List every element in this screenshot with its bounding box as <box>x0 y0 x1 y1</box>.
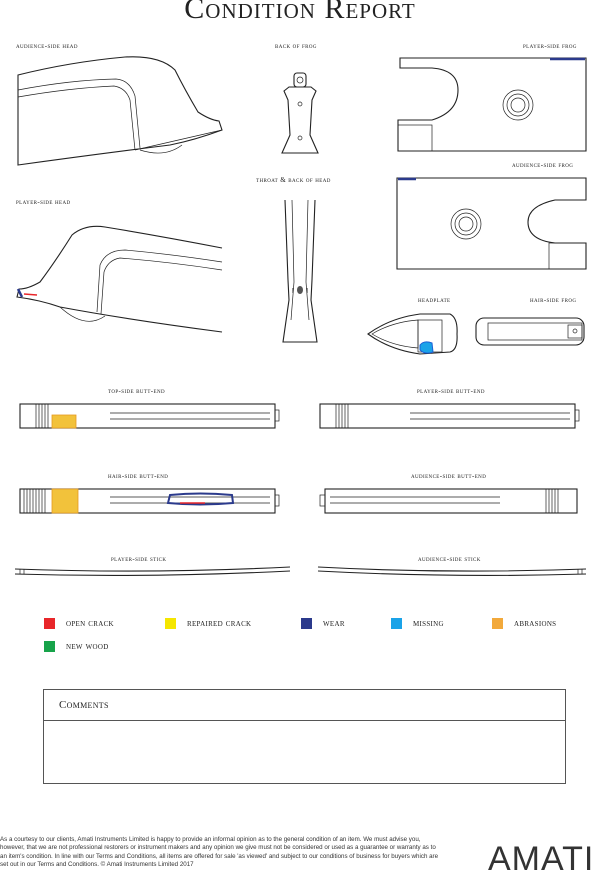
disclaimer-text: As a courtesy to our clients, Amati Instruments Limited is happy to provide an informal opinion as to the general condition of an item. We must advise you, however, that we are not professional restorers or instrument makers and any opinion we give must not be considered or used as a guarantee or warranty as to an item's condition. In line with our Terms and Conditions, all items are offered for sale 'as viewed' and subject to our conditions of business for buyers which are set out in our Terms and Conditions. © Amati Instruments Limited 2017 <box>0 836 439 869</box>
legend-new-wood <box>44 641 109 652</box>
label-player-side-butt-end: player-side butt-end <box>417 387 485 395</box>
audience-side-head-drawing <box>18 57 222 165</box>
label-top-side-butt-end: top-side butt-end <box>108 387 166 395</box>
top-side-butt-end-drawing <box>20 404 279 428</box>
label-audience-side-head: audience-side head <box>16 42 78 50</box>
back-of-frog-drawing <box>282 73 318 153</box>
swatch-wear <box>301 618 312 629</box>
legend-label: wear <box>323 618 345 629</box>
label-player-side-head: player-side head <box>16 198 71 206</box>
label-audience-side-butt-end: audience-side butt-end <box>411 472 487 480</box>
hair-side-frog-drawing <box>476 318 584 345</box>
swatch-new-wood <box>44 641 55 652</box>
legend-label: new wood <box>66 641 109 652</box>
audience-side-stick-drawing <box>318 567 586 575</box>
audience-side-frog-drawing <box>397 178 586 269</box>
page-title: Condition Report <box>184 0 416 25</box>
label-audience-side-frog: audience-side frog <box>512 161 574 169</box>
swatch-missing <box>391 618 402 629</box>
label-headplate: headplate <box>418 296 451 304</box>
label-throat-back-of-head: throat & back of head <box>256 176 331 184</box>
player-side-frog-drawing <box>398 58 586 151</box>
legend-label: open crack <box>66 618 114 629</box>
legend-abrasions <box>492 618 556 629</box>
player-side-head-drawing <box>17 226 222 332</box>
comments-field[interactable] <box>44 721 565 783</box>
player-side-butt-end-drawing <box>320 404 579 428</box>
swatch-repaired-crack <box>165 618 176 629</box>
legend-wear <box>301 618 345 629</box>
throat-back-of-head-drawing <box>283 200 317 342</box>
legend-label: abrasions <box>514 618 557 629</box>
player-side-stick-drawing <box>15 567 290 575</box>
hair-side-butt-end-drawing <box>20 489 279 513</box>
comments-heading: Comments <box>44 690 565 721</box>
audience-side-butt-end-drawing <box>320 489 577 513</box>
label-player-side-frog: player-side frog <box>523 42 577 50</box>
swatch-abrasions <box>492 618 503 629</box>
legend-missing <box>391 618 444 629</box>
label-audience-side-stick: audience-side stick <box>418 555 481 563</box>
legend-open-crack <box>44 618 114 629</box>
label-player-side-stick: player-side stick <box>111 555 167 563</box>
swatch-open-crack <box>44 618 55 629</box>
legend-label: missing <box>413 618 444 629</box>
headplate-drawing <box>368 314 457 354</box>
legend-label: repaired crack <box>187 618 252 629</box>
brand-logo: AMATI <box>488 840 595 878</box>
legend-repaired-crack <box>165 618 251 629</box>
label-hair-side-butt-end: hair-side butt-end <box>108 472 169 480</box>
comments-box <box>43 689 566 784</box>
label-hair-side-frog: hair-side frog <box>530 296 577 304</box>
label-back-of-frog: back of frog <box>275 42 317 50</box>
